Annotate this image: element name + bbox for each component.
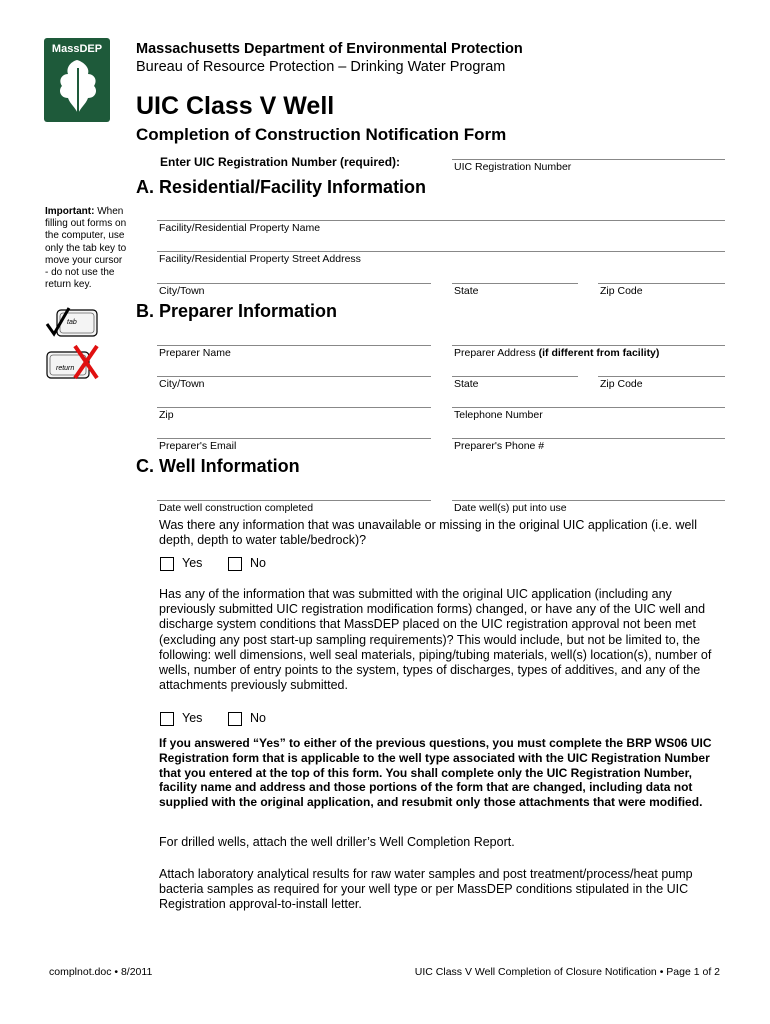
preparer-name-field[interactable] (157, 345, 431, 346)
preparer-address-field[interactable] (452, 345, 725, 346)
preparer-zip-label: Zip (159, 409, 174, 421)
question-1: Was there any information that was unavailable or missing in the original UIC application (i.e. well depth, depth to water table/bedrock)? (159, 518, 697, 548)
q1-no-checkbox[interactable] (228, 557, 242, 571)
section-a-title: A. Residential/Facility Information (136, 177, 427, 197)
preparer-state-label: State (454, 378, 479, 390)
return-key-label: return (56, 365, 75, 372)
agency-name: Massachusetts Department of Environmental Protection (136, 41, 523, 57)
registration-number-field[interactable] (452, 159, 725, 160)
important-note (45, 206, 127, 291)
instructions-text: If you answered “Yes” to either of the previous questions, you must complete the BRP WS06 UIC Registration form that is applicable to the well type associated with the UIC Registration Number that you entered at the top of this form. You shall complete only the UIC Registration Number, facility name and address and those portions of the form that are changed, including data not supplied with the original application, and resubmit only those attachments that were modified. (159, 736, 712, 810)
q1-yes-checkbox[interactable] (160, 557, 174, 571)
facility-state-label: State (454, 285, 479, 297)
date-completed-label: Date well construction completed (159, 502, 314, 514)
preparer-email-label: Preparer's Email (159, 440, 237, 452)
preparer-phone-label: Preparer's Phone # (454, 440, 545, 452)
footer-left: complnot.doc • 8/2011 (49, 966, 153, 978)
preparer-email-field[interactable] (157, 438, 431, 439)
drilled-wells-text: For drilled wells, attach the well driller’s Well Completion Report. (159, 835, 515, 849)
facility-name-label: Facility/Residential Property Name (159, 222, 321, 234)
preparer-address-note: (if different from facility) (538, 347, 660, 359)
facility-state-field[interactable] (452, 283, 578, 284)
facility-name-field[interactable] (157, 220, 725, 221)
preparer-city-label: City/Town (159, 378, 205, 390)
preparer-address-label (454, 347, 659, 359)
preparer-zipcode-label: Zip Code (600, 378, 643, 390)
preparer-zipcode-field[interactable] (598, 376, 725, 377)
form-subtitle: Completion of Construction Notification Form (136, 125, 507, 144)
form-title: UIC Class V Well (136, 92, 335, 120)
question-2: Has any of the information that was submitted with the original UIC application (including any previously submitted UIC registration modification forms) changed, or have any of the UIC well and discharge system conditions that MassDEP placed on the UIC registration approval not been met (excluding any post start-up sampling requirements)? This would include, but not be limited to, the following: well dimensions, well seal materials, piping/tubing materials, well(s) location(s), number of wells, number of entry points to the system, types of discharges, types of additives, and any of the attachments previously submitted. (159, 587, 712, 693)
bureau-name: Bureau of Resource Protection – Drinking Water Program (136, 59, 506, 75)
q2-yes-checkbox[interactable] (160, 712, 174, 726)
facility-city-label: City/Town (159, 285, 205, 297)
tab-key-icon (45, 306, 100, 336)
preparer-telephone-label: Telephone Number (454, 409, 543, 421)
important-label: Important: (45, 206, 95, 217)
q2-no-label: No (250, 711, 266, 725)
logo-text: MassDEP (51, 43, 103, 55)
footer-right: UIC Class V Well Completion of Closure Notification • Page 1 of 2 (414, 966, 720, 978)
preparer-state-field[interactable] (452, 376, 578, 377)
preparer-phone-field[interactable] (452, 438, 725, 439)
massdep-logo (44, 38, 110, 122)
oak-leaf-icon (44, 38, 110, 122)
section-c-title: C. Well Information (136, 456, 300, 476)
lab-results-text: Attach laboratory analytical results for raw water samples and post treatment/process/heat pump bacteria samples as required for your well type or per MassDEP conditions stipulated in the UIC Registration approval-to-install letter. (159, 867, 693, 912)
preparer-address-text: Preparer Address (454, 347, 539, 359)
date-completed-field[interactable] (157, 500, 431, 501)
registration-prompt: Enter UIC Registration Number (required): (160, 155, 401, 169)
preparer-name-label: Preparer Name (159, 347, 231, 359)
facility-street-field[interactable] (157, 251, 725, 252)
section-b-title: B. Preparer Information (136, 301, 338, 321)
q2-yes-label: Yes (182, 711, 203, 725)
date-use-label: Date well(s) put into use (454, 502, 567, 514)
preparer-zip-field[interactable] (157, 407, 431, 408)
tab-key-label: tab (67, 319, 77, 326)
preparer-telephone-field[interactable] (452, 407, 725, 408)
q1-no-label: No (250, 556, 266, 570)
registration-number-label: UIC Registration Number (454, 161, 572, 173)
return-key-icon (45, 344, 105, 380)
q1-yes-label: Yes (182, 556, 203, 570)
facility-street-label: Facility/Residential Property Street Address (159, 253, 361, 265)
preparer-city-field[interactable] (157, 376, 431, 377)
facility-city-field[interactable] (157, 283, 431, 284)
date-use-field[interactable] (452, 500, 725, 501)
facility-zip-field[interactable] (598, 283, 725, 284)
facility-zip-label: Zip Code (600, 285, 643, 297)
q2-no-checkbox[interactable] (228, 712, 242, 726)
important-text: When filling out forms on the computer, use only the tab key to move your cursor - do not use the return key. (45, 206, 127, 291)
